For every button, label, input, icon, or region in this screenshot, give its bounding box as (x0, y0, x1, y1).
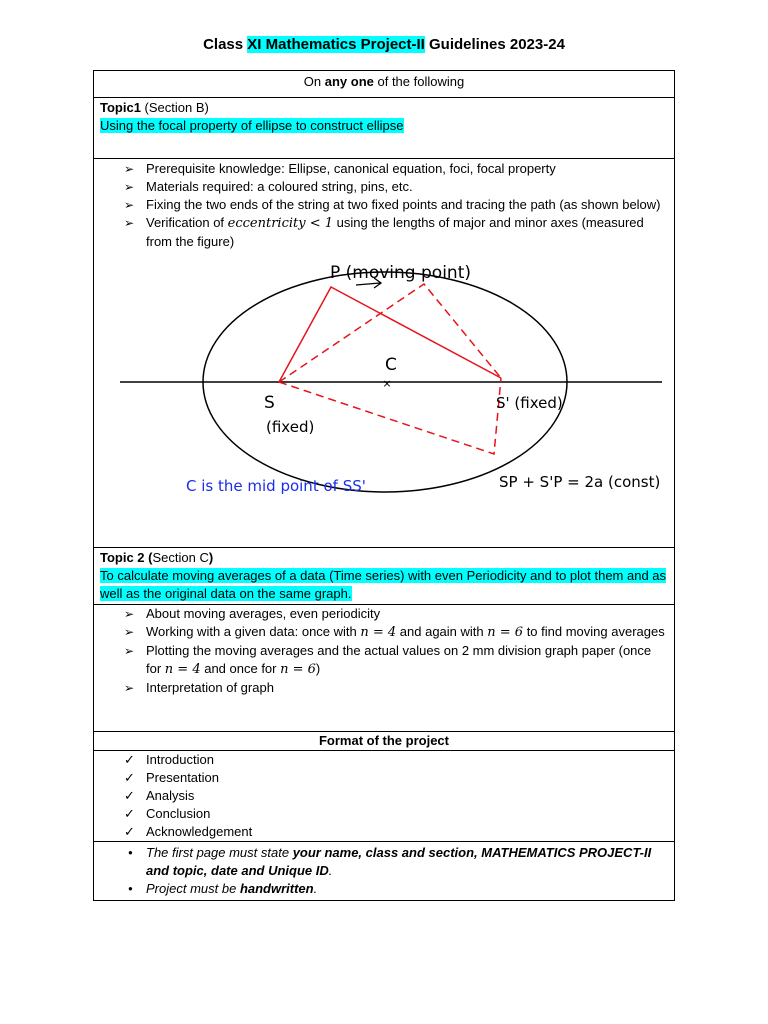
title-suffix: Guidelines 2023-24 (424, 36, 565, 53)
topic1-list (100, 160, 668, 251)
s-fixed-label: (fixed) (266, 418, 315, 436)
format-notes-row (94, 842, 675, 901)
focal-equation: SP + S'P = 2a (const) (499, 473, 661, 491)
s-label: S (264, 393, 275, 413)
guidelines-table (93, 70, 675, 901)
intro-row (94, 71, 675, 98)
topic1-body-row (94, 159, 675, 548)
list-item: ➢ Plotting the moving averages and the actual values on 2 mm division graph paper (once for n = 4 and once for n = 6) (124, 642, 668, 679)
list-item: ✓ Analysis (124, 787, 668, 805)
format-list (100, 751, 668, 841)
intro-text: On (303, 74, 325, 89)
intro-text-end: of the following (373, 74, 465, 89)
topic1-heading-row (94, 98, 675, 159)
page-title (0, 36, 768, 53)
topic2-label: Topic 2 ( (100, 550, 153, 565)
list-item: ✓ Introduction (124, 751, 668, 769)
list-item: ➢ Interpretation of graph (124, 679, 668, 697)
notes-list (100, 844, 668, 898)
intro-bold: any one (324, 74, 374, 89)
topic2-body-row (94, 605, 675, 732)
list-item: ➢ Working with a given data: once with n = 4 and again with n = 6 to find moving averages (124, 623, 668, 642)
list-item: ➢ Materials required: a coloured string, pins, etc. (124, 178, 668, 196)
topic2-heading-row (94, 548, 675, 605)
ellipse-figure (94, 251, 676, 511)
topic2-section: Section C (152, 550, 209, 565)
list-item: ✓ Conclusion (124, 805, 668, 823)
list-item: ➢ About moving averages, even periodicity (124, 605, 668, 623)
s-prime-label: S' (fixed) (496, 394, 563, 412)
title-prefix: Class (203, 36, 248, 53)
format-heading: Format of the project (318, 733, 449, 748)
title-highlight: XI Mathematics Project-II (247, 36, 425, 53)
topic1-heading-cell (94, 98, 675, 159)
list-item: ✓ Presentation (124, 769, 668, 787)
format-items-cell (94, 751, 675, 842)
list-item: ● Project must be handwritten. (124, 880, 668, 898)
list-item: ➢ Prerequisite knowledge: Ellipse, canonical equation, foci, focal property (124, 160, 668, 178)
format-heading-cell (94, 732, 675, 751)
topic2-heading-cell: Topic 2 (Section C) To calculate moving averages of a data (Time series) with even Periodicity and to plot them and as well as the original data on the same graph. (94, 548, 675, 605)
list-item: ✓ Acknowledgement (124, 823, 668, 841)
topic1-description: Using the focal property of ellipse to construct ellipse (100, 118, 404, 133)
list-item: ● The first page must state your name, class and section, MATHEMATICS PROJECT-II and topic, date and Unique ID. (124, 844, 668, 880)
topic2-list (100, 605, 668, 697)
format-notes-cell (94, 842, 675, 901)
midpoint-note: C is the mid point of SS' (186, 477, 366, 495)
list-item: ➢ Verification of eccentricity < 1 using the lengths of major and minor axes (measured from the figure) (124, 214, 668, 251)
format-heading-row (94, 732, 675, 751)
format-items-row (94, 751, 675, 842)
list-item: ➢ Fixing the two ends of the string at two fixed points and tracing the path (as shown below) (124, 196, 668, 214)
topic2-body-cell (94, 605, 675, 732)
c-label: C (385, 355, 397, 375)
eccentricity-math: eccentricity < 1 (227, 216, 334, 231)
p-label: P (moving point) (330, 263, 471, 283)
topic1-body-cell (94, 159, 675, 548)
centre-mark: × (382, 377, 392, 390)
topic1-section: (Section B) (140, 100, 209, 115)
topic1-label: Topic1 (100, 100, 141, 115)
topic2-description: To calculate moving averages of a data (Time series) with even Periodicity and to plot them and as well as the original data on the same graph. (100, 568, 667, 601)
intro-cell (94, 71, 675, 98)
